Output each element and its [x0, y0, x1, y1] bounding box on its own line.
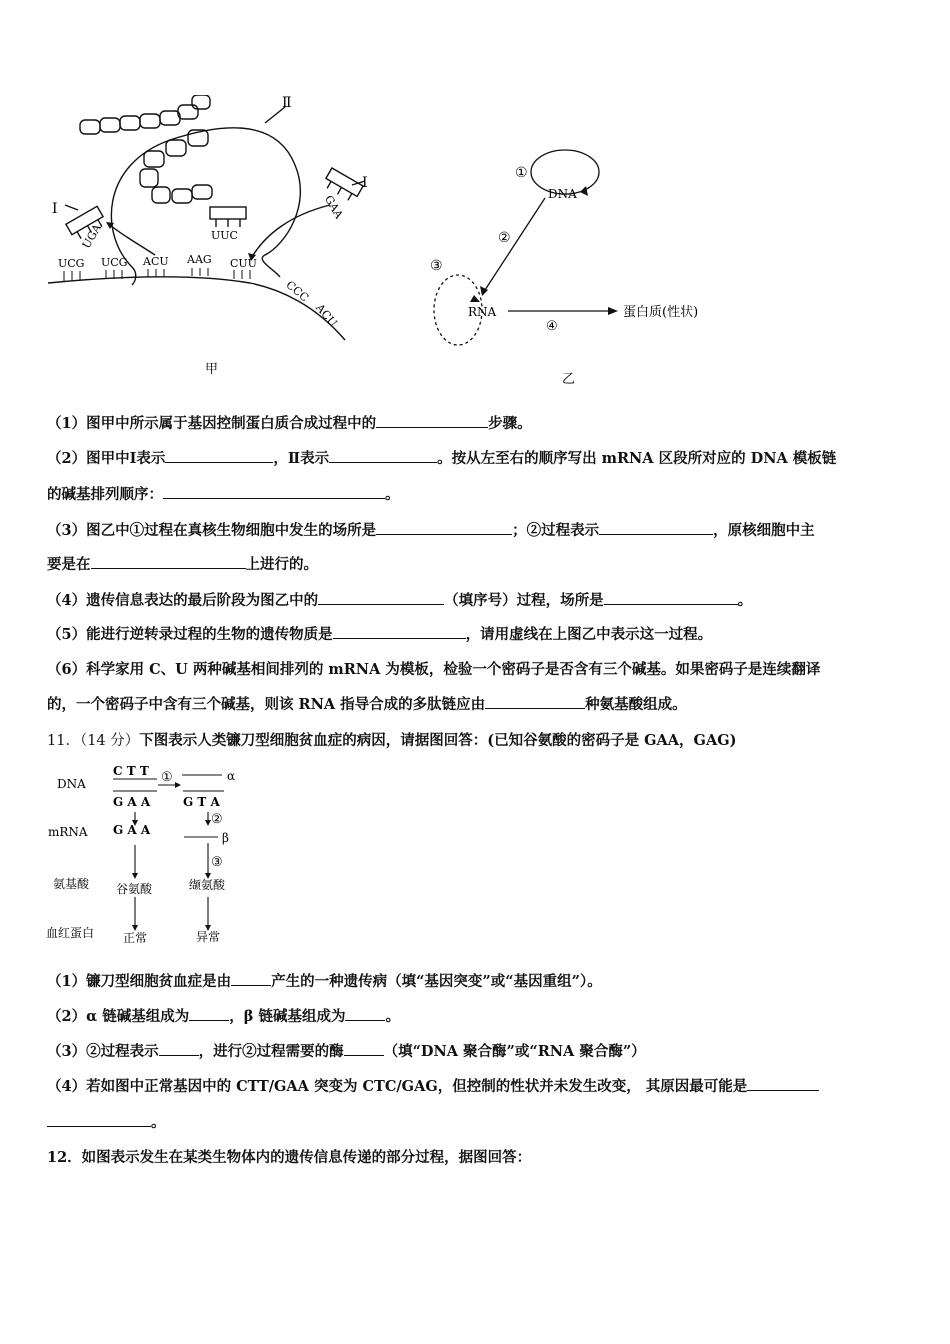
q10-part4: （4）遗传信息表达的最后阶段为图乙中的 （填序号）过程，场所是 。: [47, 592, 753, 609]
alpha-label: α: [227, 769, 236, 783]
answer-blank[interactable]: [231, 973, 271, 986]
caption-jia: 甲: [205, 362, 219, 377]
beta-label: β: [222, 831, 229, 845]
answer-blank[interactable]: [163, 486, 385, 499]
q12-heading: 12．如图表示发生在某类生物体内的遗传信息传递的部分过程，据图回答：: [47, 1149, 532, 1166]
dna-mutant-strand: G T A: [183, 795, 220, 809]
dna-label: DNA: [548, 187, 577, 201]
answer-blank[interactable]: [333, 626, 466, 639]
answer-blank[interactable]: [159, 1043, 199, 1056]
q10-part6-cont: 的，一个密码子中含有三个碱基，则该 RNA 指导合成的多肽链应由 种氨基酸组成。: [47, 696, 687, 713]
codon-7: ACU: [313, 301, 340, 330]
mrna-codon: G A A: [113, 823, 151, 837]
figure-yi-central-dogma: [420, 140, 740, 390]
answer-blank[interactable]: [376, 522, 512, 535]
q10-part2-cont: 的碱基排列顺序： 。: [47, 486, 400, 503]
answer-blank[interactable]: [47, 1114, 151, 1127]
row-label-dna: DNA: [57, 777, 86, 791]
step-3-marker: ③: [211, 855, 223, 870]
row-label-hemoglobin: 血红蛋白: [46, 926, 95, 940]
answer-blank[interactable]: [604, 592, 738, 605]
anticodon-center: UUC: [211, 229, 238, 242]
polypeptide-chain: [80, 95, 212, 203]
q11-part3: （3）②过程表示 ，进行②过程需要的酶 （填“DNA 聚合酶”或“RNA 聚合酶”）: [47, 1043, 646, 1060]
question-title: 下图表示人类镰刀型细胞贫血症的病因，请据图回答：(已知谷氨酸的密码子是 GAA，GAG): [139, 732, 737, 749]
q11-part2: （2）α 链碱基组成为 ，β 链碱基组成为 。: [47, 1008, 400, 1025]
dna-bottom-strand: G A A: [113, 795, 151, 809]
q11-part4: （4）若如图中正常基因中的 CTT/GAA 突变为 CTC/GAG，但控制的性状并未发生改变， 其原因最可能是: [47, 1075, 819, 1096]
answer-blank[interactable]: [344, 1043, 384, 1056]
answer-blank[interactable]: [189, 1008, 229, 1021]
figure-sickle-cell-diagram: [40, 755, 270, 950]
q10-part1: （1）图甲中所示属于基因控制蛋白质合成过程中的 步骤。: [47, 415, 532, 432]
step-1: ①: [515, 165, 528, 181]
codon-4: AAG: [187, 253, 212, 266]
q11-heading: [47, 729, 736, 750]
answer-blank[interactable]: [329, 450, 437, 463]
hemoglobin-abnormal: 异常: [196, 930, 221, 944]
row-label-amino-acid: 氨基酸: [53, 877, 90, 891]
label-i-left: Ⅰ: [52, 201, 58, 217]
step-3: ③: [430, 258, 443, 274]
codon-1: UCG: [58, 257, 85, 270]
figure-jia-translation-diagram: [40, 95, 370, 385]
caption-yi: 乙: [562, 372, 576, 387]
answer-blank[interactable]: [165, 450, 273, 463]
answer-blank[interactable]: [599, 522, 713, 535]
anticodon-right: GAA: [321, 193, 346, 221]
amino-acid-mutant: 缬氨酸: [189, 878, 226, 892]
protein-label: 蛋白质(性状): [623, 305, 699, 320]
answer-blank[interactable]: [318, 592, 444, 605]
q10-part3-cont: 要是在 上进行的。: [47, 556, 318, 573]
codon-2: UCG: [101, 256, 128, 269]
q11-part1: （1）镰刀型细胞贫血症是由 产生的一种遗传病（填“基因突变”或“基因重组”）。: [47, 973, 602, 990]
q10-part3: （3）图乙中①过程在真核生物细胞中发生的场所是 ；②过程表示 ，原核细胞中主: [47, 522, 815, 539]
question-number: 11．: [47, 733, 80, 749]
answer-blank[interactable]: [485, 696, 585, 709]
rna-label: RNA: [468, 305, 497, 319]
step-2-marker: ②: [211, 812, 223, 827]
anticodon-left: UGA: [79, 221, 104, 251]
dna-top-strand: C T T: [113, 764, 149, 778]
codon-5: CUU: [230, 257, 257, 270]
codon-3: ACU: [143, 255, 169, 268]
label-ii: Ⅱ: [282, 95, 292, 111]
q10-part6: （6）科学家用 C、U 两种碱基相间排列的 mRNA 为模板，检验一个密码子是否含有三个碱基。如果密码子是连续翻译: [47, 661, 821, 678]
codon-6: CCC: [283, 278, 312, 305]
answer-blank[interactable]: [376, 415, 488, 428]
answer-blank[interactable]: [345, 1008, 385, 1021]
hemoglobin-normal: 正常: [123, 931, 148, 945]
q10-part2: （2）图甲中Ⅰ表示 ，Ⅱ表示 。按从左至右的顺序写出 mRNA 区段所对应的 DNA 模板链: [47, 450, 837, 467]
q10-part5: （5）能进行逆转录过程的生物的遗传物质是 ，请用虚线在上图乙中表示这一过程。: [47, 626, 713, 643]
step-2: ②: [498, 230, 511, 246]
answer-blank[interactable]: [747, 1078, 819, 1091]
q11-part4-cont: 。: [47, 1111, 166, 1132]
step-4: ④: [546, 319, 558, 334]
label-i-right: Ⅰ: [362, 175, 368, 191]
step-1-marker: ①: [161, 770, 173, 785]
answer-blank[interactable]: [91, 556, 246, 569]
amino-acid-normal: 谷氨酸: [116, 882, 153, 896]
row-label-mrna: mRNA: [48, 825, 88, 839]
question-score: （14 分）: [79, 733, 140, 749]
